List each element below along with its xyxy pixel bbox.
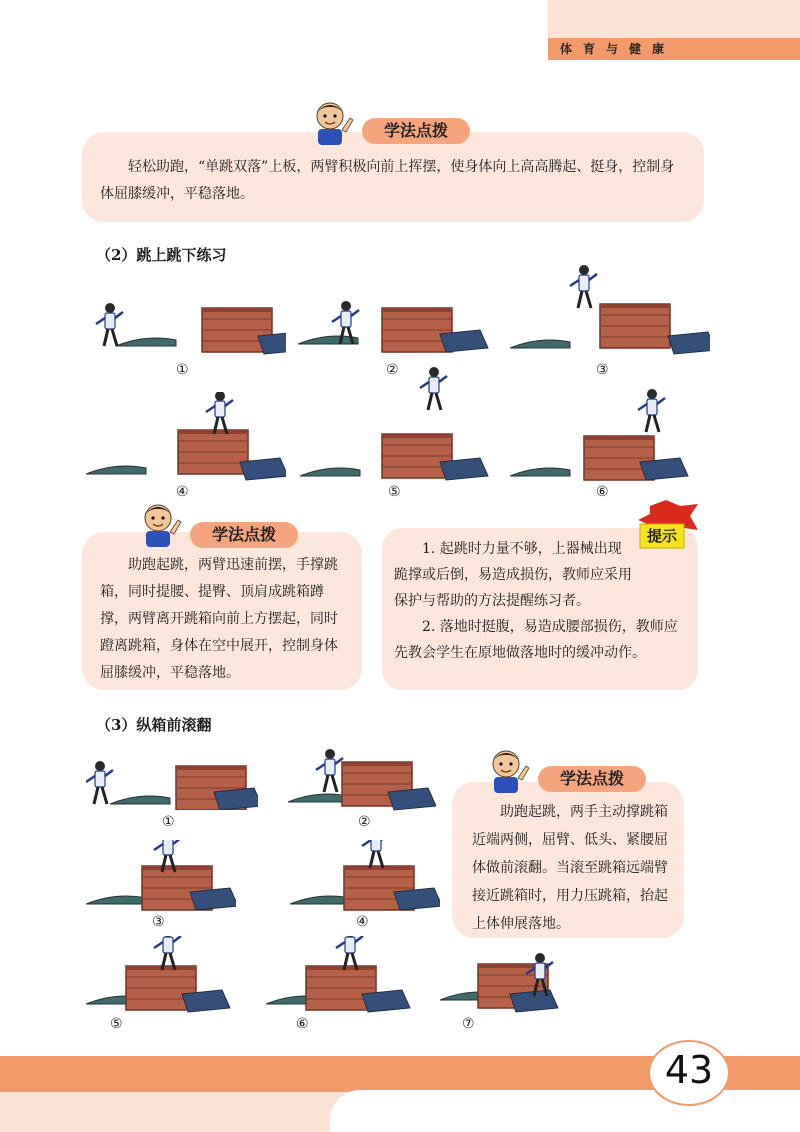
figure-jump-2 — [298, 270, 498, 360]
figure-roll-2 — [288, 744, 436, 812]
tip-label-1: 学法点拨 — [362, 118, 470, 144]
tip-text-3: 助跑起跳，两手主动撑跳箱近端两侧，屈臂、低头、紧腰屈体做前滚翻。当滚至跳箱远端臂接近跳箱时，用力压跳箱，抬起上体伸展落地。 — [472, 804, 668, 932]
hint-badge-label: 提示 — [646, 527, 677, 545]
section-title-forward-roll: （3）纵箱前滚翻 — [96, 716, 212, 734]
figure-number: ② — [386, 362, 399, 378]
figure-number: ① — [176, 362, 189, 378]
tip-text-2: 助跑起跳，两臂迅速前摆，手撑跳箱，同时提腰、提臀、顶肩成跳箱蹲撑，两臂离开跳箱向前上方摆起，同时蹬离跳箱，身体在空中展开，控制身体屈膝缓冲，平稳落地。 — [100, 557, 338, 681]
figure-roll-5 — [86, 936, 256, 1018]
figure-jump-4 — [86, 392, 286, 482]
kid-mascot-icon — [312, 100, 356, 148]
section-title-jump-up-down: （2）跳上跳下练习 — [96, 246, 227, 264]
figure-roll-6 — [266, 936, 426, 1018]
figure-jump-5 — [300, 362, 500, 482]
tip-box-2 — [82, 532, 362, 690]
figure-number: ② — [358, 814, 371, 830]
kid-mascot-icon — [488, 748, 532, 796]
tip-box-3 — [452, 782, 684, 938]
figure-number: ⑦ — [462, 1016, 475, 1032]
figure-roll-7 — [440, 944, 590, 1018]
figure-jump-3 — [510, 260, 710, 360]
figure-number: ⑥ — [296, 1016, 309, 1032]
figure-number: ① — [162, 814, 175, 830]
figure-number: ⑤ — [388, 484, 401, 500]
figure-jump-1 — [86, 278, 286, 360]
tip-box-1 — [82, 132, 704, 222]
hint-text-2: 2. 落地时挺腹，易造成腰部损伤，教师应先教会学生在原地做落地时的缓冲动作。 — [394, 619, 678, 661]
figure-number: ④ — [356, 914, 369, 930]
figure-number: ⑤ — [110, 1016, 123, 1032]
figure-roll-1 — [86, 748, 258, 810]
figure-number: ⑥ — [596, 484, 609, 500]
kid-mascot-icon — [140, 502, 184, 550]
figure-number: ③ — [152, 914, 165, 930]
figure-roll-3 — [86, 840, 236, 912]
tip-text-1: 轻松助跑，“单跳双落”上板，两臂积极向前上挥摆，使身体向上高高腾起、挺身，控制身体屈膝缓冲，平稳落地。 — [100, 159, 675, 202]
hint-box — [382, 528, 698, 690]
figure-number: ③ — [596, 362, 609, 378]
figure-jump-6 — [510, 374, 710, 482]
header-subject: 体育与健康 — [560, 42, 676, 56]
figure-roll-4 — [290, 840, 440, 912]
page-number: 43 — [664, 1048, 714, 1092]
footer-curve — [330, 1090, 800, 1132]
hint-text-1: 1. 起跳时力量不够，上器械出现跪撑或后倒，易造成损伤，教师应采用保护与帮助的方法提醒练习者。 — [394, 541, 632, 609]
figure-number: ④ — [176, 484, 189, 500]
tip-label-2: 学法点拨 — [190, 522, 298, 548]
header-band — [548, 0, 800, 38]
tip-label-3: 学法点拨 — [538, 766, 646, 792]
